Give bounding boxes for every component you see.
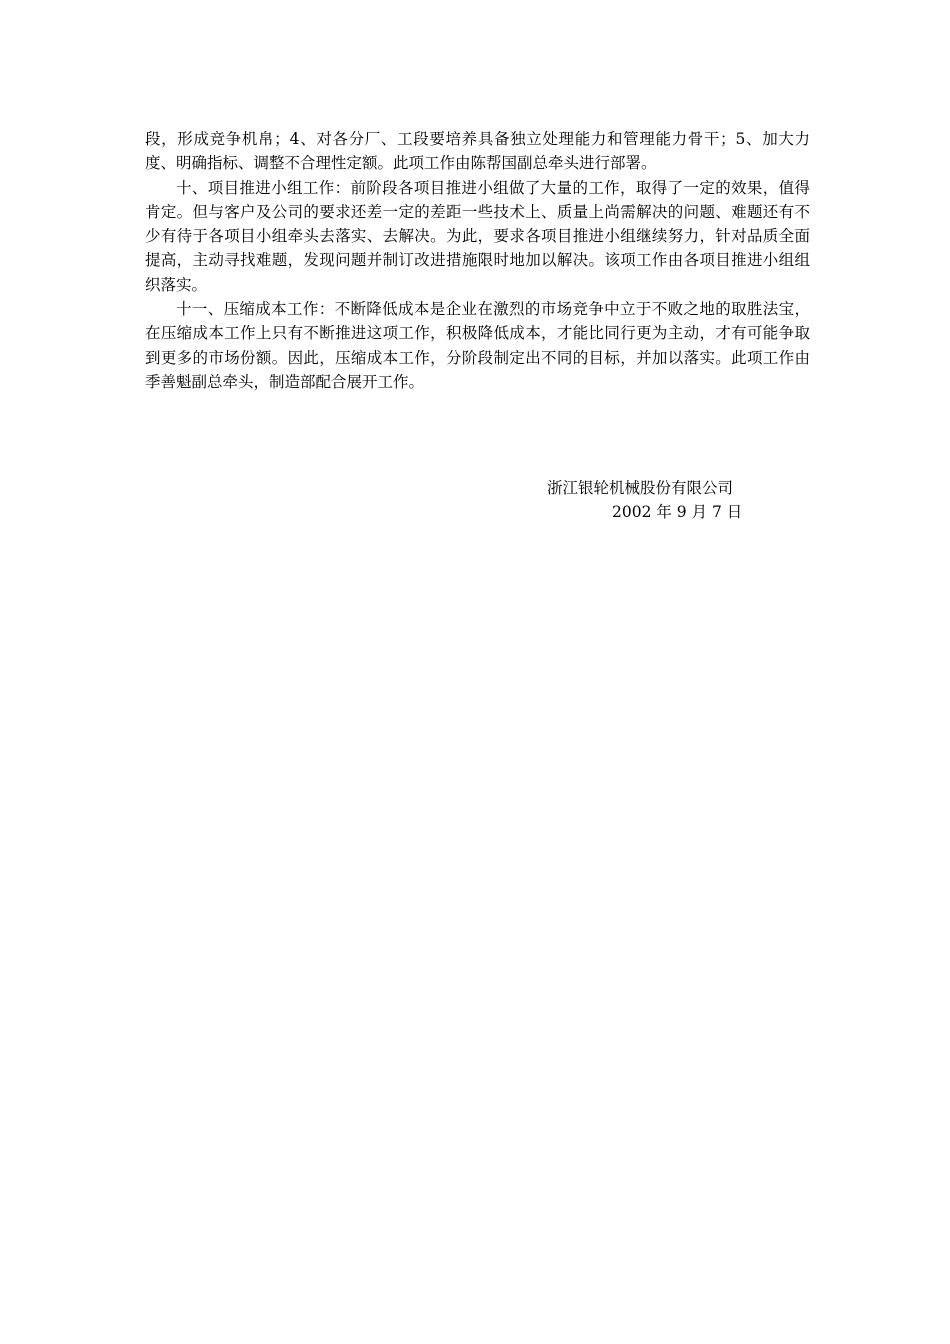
signature-block [540, 476, 760, 524]
document-body [145, 127, 810, 394]
paragraph-section-10: 十、项目推进小组工作：前阶段各项目推进小组做了大量的工作，取得了一定的效果，值得肯定。但与客户及公司的要求还差一定的差距一些技术上、质量上尚需解决的问题、难题还有不少有待于各项目小组牵头去落实、去解决。为此，要求各项目推进小组继续努力，针对品质全面提高，主动寻找难题，发现问题并制订改进措施限时地加以解决。该项工作由各项目推进小组组织落实。 [145, 178, 810, 294]
paragraph-section-11: 十一、压缩成本工作：不断降低成本是企业在激烈的市场竞争中立于不败之地的取胜法宝，在压缩成本工作上只有不断推进这项工作，积极降低成本，才能比同行更为主动，才有可能争取到更多的市场份额。因此，压缩成本工作，分阶段制定出不同的目标，并加以落实。此项工作由季善魁副总牵头，制造部配合展开工作。 [145, 300, 810, 391]
signature-company: 浙江银轮机械股份有限公司 [547, 479, 734, 497]
paragraph-continuation: 段，形成竞争机帛；4、对各分厂、工段要培养具备独立处理能力和管理能力骨干；5、加大力度、明确指标、调整不合理性定额。此项工作由陈帮国副总牵头进行部署。 [145, 130, 810, 173]
signature-date: 2002 年 9 月 7 日 [612, 503, 743, 521]
